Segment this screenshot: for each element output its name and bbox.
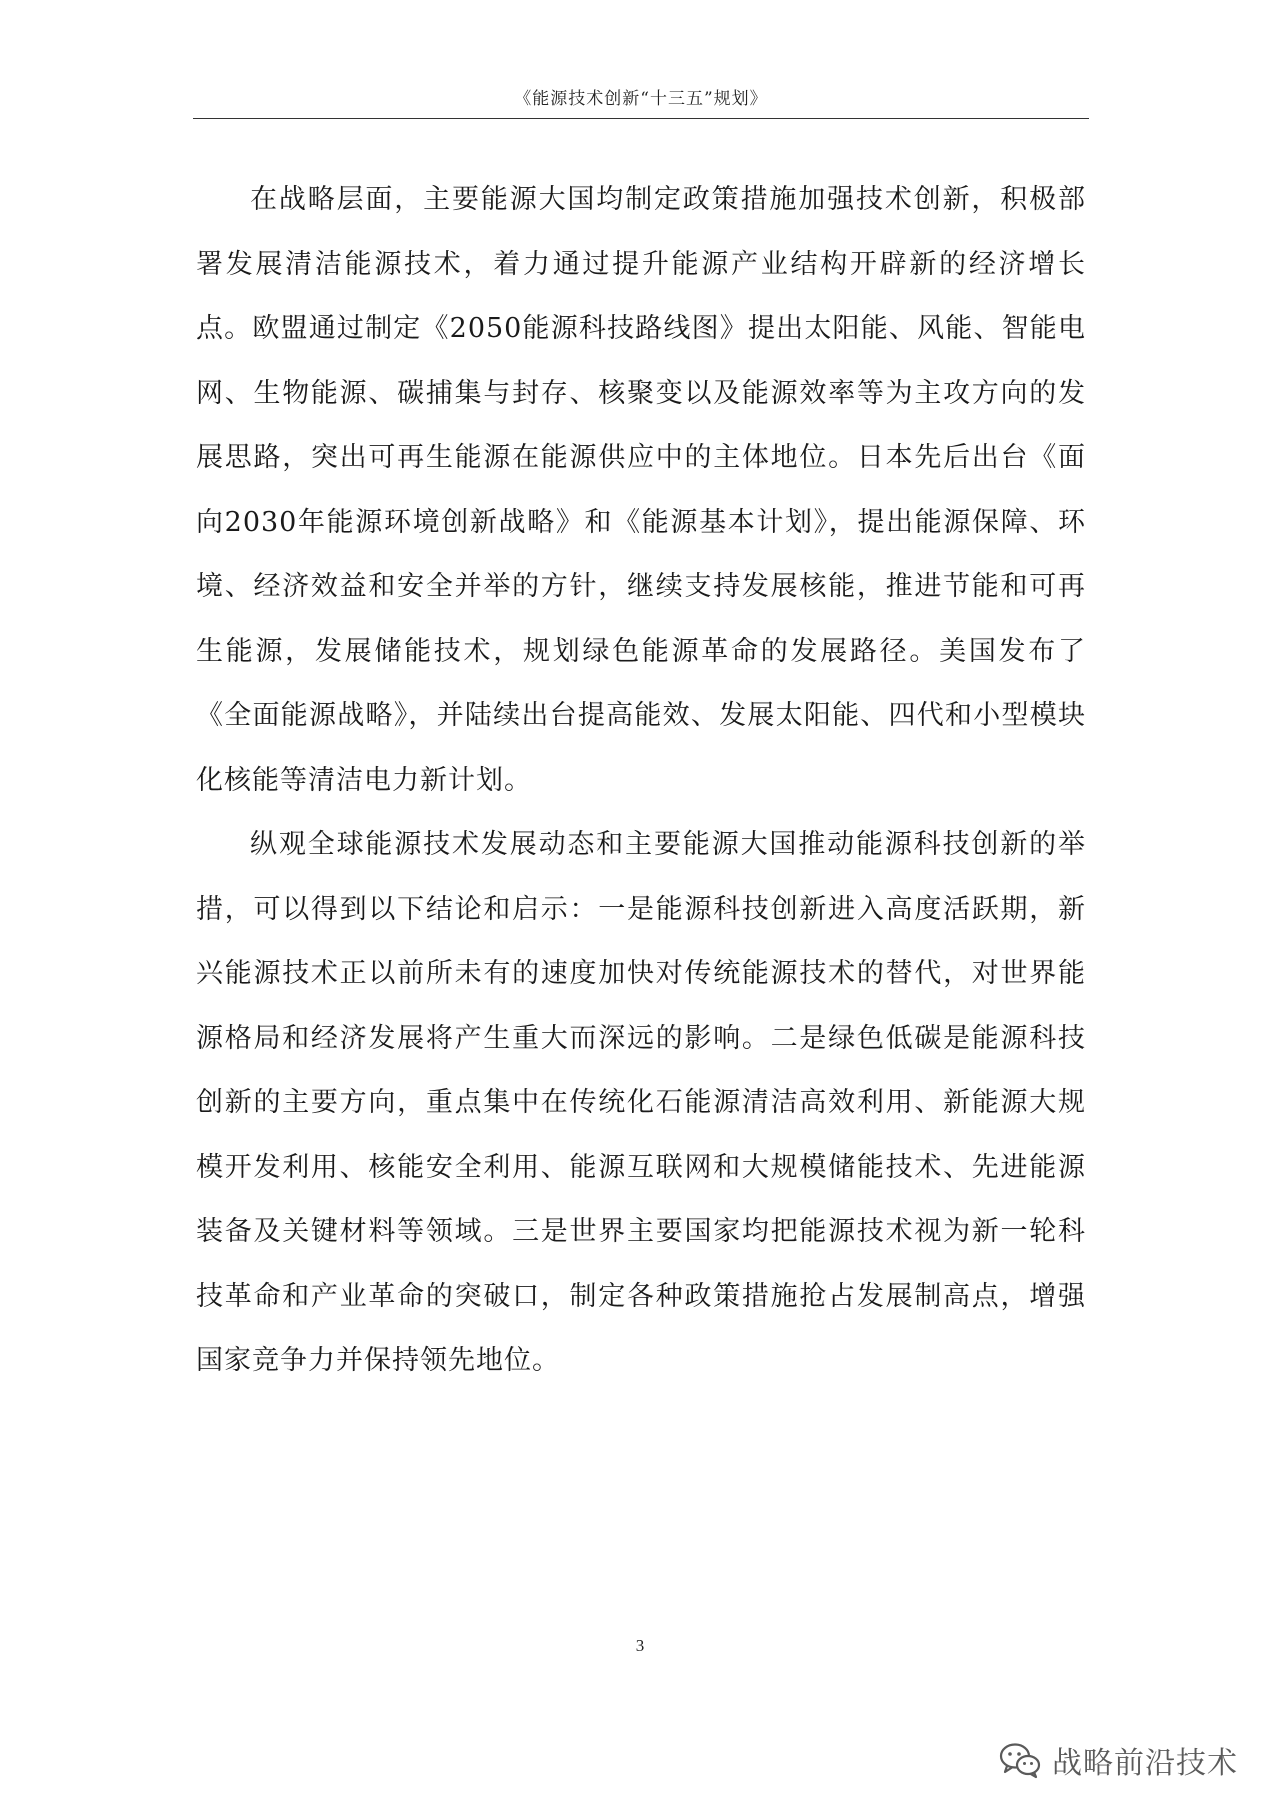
body-text <box>196 168 1086 1394</box>
watermark <box>998 1738 1238 1782</box>
watermark-text: 战略前沿技术 <box>1052 1746 1238 1781</box>
wechat-icon <box>998 1741 1042 1779</box>
running-header: 《能源技术创新“十三五”规划》 <box>514 89 768 109</box>
paragraph-strategy: 在战略层面，主要能源大国均制定政策措施加强技术创新，积极部署发展清洁能源技术，着力通过提升能源产业结构开辟新的经济增长点。欧盟通过制定《2050能源科技路线图》提出太阳能、风能、智能电网、生物能源、碳捕集与封存、核聚变以及能源效率等为主攻方向的发展思路，突出可再生能源在能源供应中的主体地位。日本先后出台《面向2030年能源环境创新战略》和《能源基本计划》，提出能源保障、环境、经济效益和安全并举的方针，继续支持发展核能，推进节能和可再生能源，发展储能技术，规划绿色能源革命的发展路径。美国发布了《全面能源战略》，并陆续出台提高能效、发展太阳能、四代和小型模块化核能等清洁电力新计划。 <box>196 184 1086 796</box>
header-divider <box>193 118 1089 119</box>
paragraph-conclusions: 纵观全球能源技术发展动态和主要能源大国推动能源科技创新的举措，可以得到以下结论和启示：一是能源科技创新进入高度活跃期，新兴能源技术正以前所未有的速度加快对传统能源技术的替代，对世界能源格局和经济发展将产生重大而深远的影响。二是绿色低碳是能源科技创新的主要方向，重点集中在传统化石能源清洁高效利用、新能源大规模开发利用、核能安全利用、能源互联网和大规模储能技术、先进能源装备及关键材料等领域。三是世界主要国家均把能源技术视为新一轮科技革命和产业革命的突破口，制定各种政策措施抢占发展制高点，增强国家竞争力并保持领先地位。 <box>196 829 1086 1376</box>
page-number: 3 <box>635 1636 645 1655</box>
